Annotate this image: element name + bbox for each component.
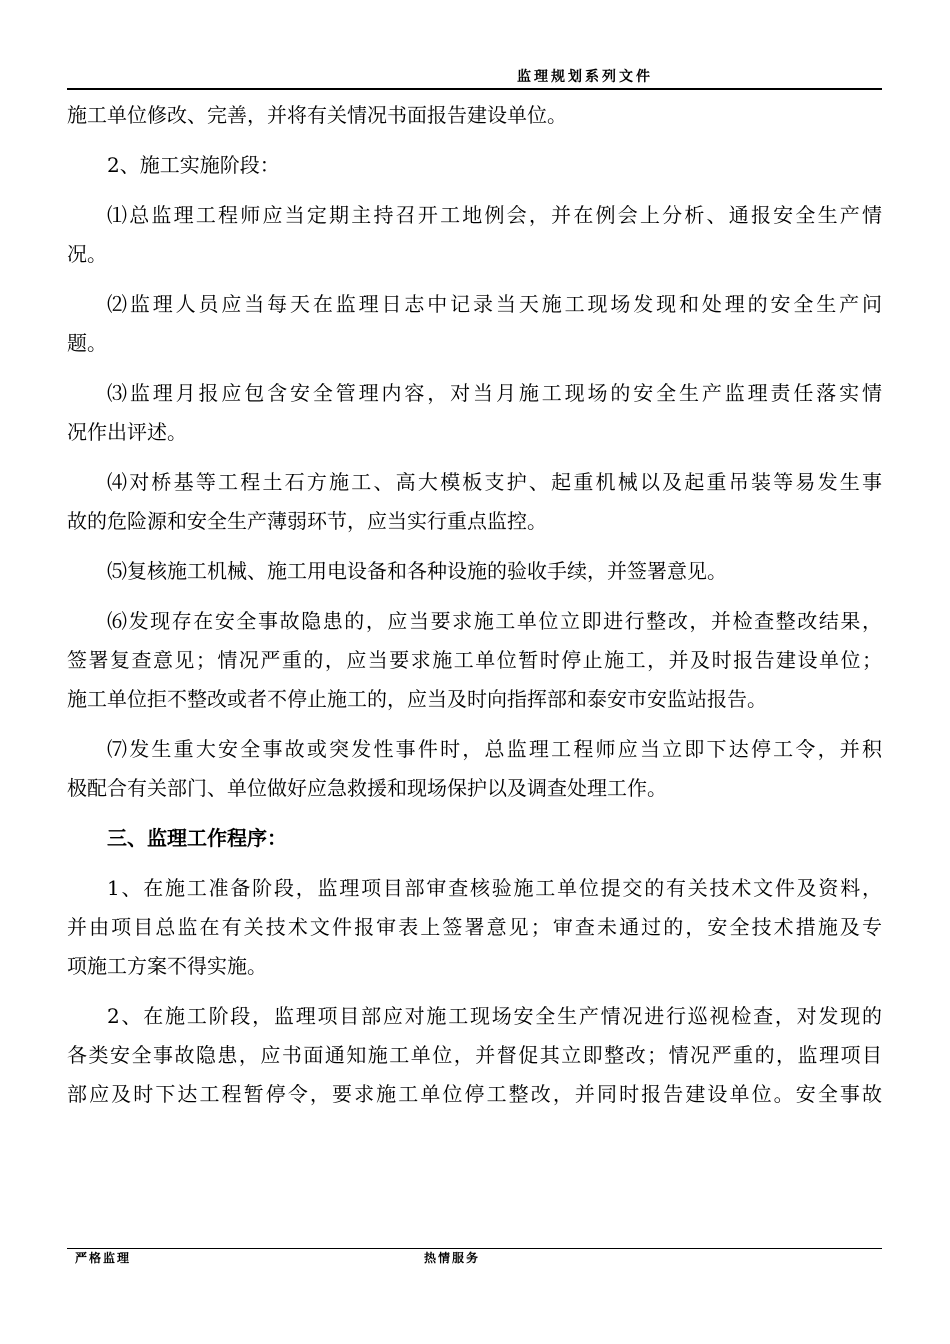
paragraph (67, 869, 882, 986)
text-line: 施工单位拒不整改或者不停止施工的，应当及时向指挥部和泰安市安监站报告。 (67, 687, 767, 711)
paragraph (67, 285, 882, 363)
paragraph (67, 374, 882, 452)
text-line: 极配合有关部门、单位做好应急救援和现场保护以及调查处理工作。 (67, 776, 667, 800)
text-line: ⑺发生重大安全事故或突发性事件时，总监理工程师应当立即下达停工令，并积 (107, 737, 882, 761)
footer-left-text: 严格监理 (75, 1251, 132, 1265)
text-line: 1、在施工准备阶段，监理项目部审查核验施工单位提交的有关技术文件及资料， (107, 876, 882, 900)
text-line: 2、在施工阶段，监理项目部应对施工现场安全生产情况进行巡视检查，对发现的 (107, 1004, 882, 1028)
text-line: ⑵监理人员应当每天在监理日志中记录当天施工现场发现和处理的安全生产问 (107, 292, 882, 316)
text-line: ⑷对桥基等工程土石方施工、高大模板支护、起重机械以及起重吊装等易发生事 (107, 470, 882, 494)
paragraph (67, 146, 882, 185)
text-line: 项施工方案不得实施。 (67, 954, 267, 978)
paragraph (67, 602, 882, 719)
text-line: 施工单位修改、完善，并将有关情况书面报告建设单位。 (67, 103, 567, 127)
section-heading: 2、施工实施阶段： (107, 153, 280, 177)
text-line: ⑸复核施工机械、施工用电设备和各种设施的验收手续，并签署意见。 (107, 559, 727, 583)
text-line: ⑶监理月报应包含安全管理内容，对当月施工现场的安全生产监理责任落实情 (107, 381, 882, 405)
paragraph (67, 96, 882, 135)
header-rule (67, 88, 882, 90)
text-line: 签署复查意见；情况严重的，应当要求施工单位暂时停止施工，并及时报告建设单位； (67, 648, 882, 672)
text-line: 题。 (67, 331, 107, 355)
paragraph (67, 819, 882, 858)
paragraph (67, 730, 882, 808)
paragraph (67, 463, 882, 541)
text-line: 故的危险源和安全生产薄弱环节，应当实行重点监控。 (67, 509, 547, 533)
paragraph (67, 997, 882, 1114)
paragraph (67, 196, 882, 274)
text-line: 况作出评述。 (67, 420, 187, 444)
section-heading: 三、监理工作程序： (107, 826, 287, 850)
text-line: 并由项目总监在有关技术文件报审表上签署意见；审查未通过的，安全技术措施及专 (67, 915, 882, 939)
text-line: 况。 (67, 242, 107, 266)
document-body (67, 96, 882, 1114)
text-line: 部应及时下达工程暂停令，要求施工单位停工整改，并同时报告建设单位。安全事故 (67, 1082, 882, 1106)
paragraph (67, 552, 882, 591)
footer-center-text: 热情服务 (424, 1251, 481, 1265)
text-line: 各类安全事故隐患，应书面通知施工单位，并督促其立即整改；情况严重的，监理项目 (67, 1043, 882, 1067)
text-line: ⑹发现存在安全事故隐患的，应当要求施工单位立即进行整改，并检查整改结果， (107, 609, 882, 633)
header-title: 监理规划系列文件 (517, 69, 653, 85)
text-line: ⑴总监理工程师应当定期主持召开工地例会，并在例会上分析、通报安全生产情 (107, 203, 882, 227)
